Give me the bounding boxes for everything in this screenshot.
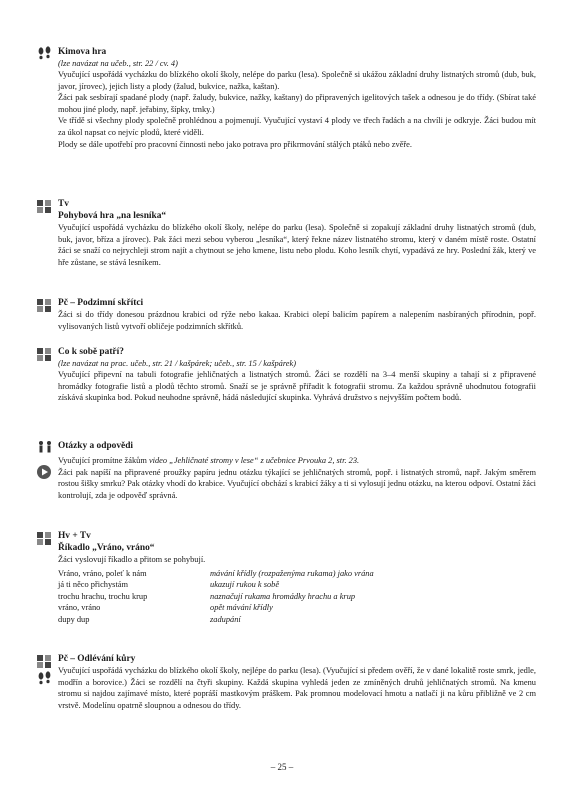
puzzle-icon — [36, 198, 54, 214]
rhyme-movement: opět mávání křídly — [210, 603, 273, 613]
paragraph: Vyučující uspořádá vycházku do blízkého okolí školy, nejlépe do parku (lesa). (Vyučující si předem ověří, že v dané lokalitě roste smrk, jedle, modřín a borovice.) Žáci se rozdělí na čtyři skupiny. Každá skupina vyhledá jeden ze zmíněných druhů jehličnatých stromů. Na kmenu stromu si najdou zajímavé místo, které popráší mastkovým práškem. Pak promnou modelovací hmotu a natlačí ji na kůru přibližně ve 2 cm vrstvě. Modelínu opatrně sloupnou a odnesou do třídy. — [58, 666, 536, 710]
paragraph: Plody se dále upotřebí pro pracovní činnosti nebo jako potrava pro přikrmování stálých ptáků nebo zvěře. — [58, 139, 412, 149]
section-title: Otázky a odpovědi — [58, 441, 134, 451]
group-people-icon — [36, 440, 54, 456]
puzzle-icon — [36, 297, 54, 313]
page-number: – 25 – — [270, 762, 294, 772]
rhyme-line: já ti něco přichystám — [58, 580, 129, 590]
rhyme-line: trochu hrachu, trochu krup — [58, 591, 148, 601]
rhyme-line: Vráno, vráno, poleť k nám — [58, 568, 147, 578]
paragraph: Žáci si do třídy donesou prázdnou krabici od rýže nebo kakaa. Krabici olepí balicím papírem a nalepením nasbíraných přírodnin, popř. vylisovaných listů vytvoří obličeje podzimních skřítků. — [58, 310, 536, 331]
section-reference: (lze navázat na prac. učeb., str. 21 / kašpárek; učeb., str. 15 / kašpárek) — [58, 359, 297, 368]
paragraph: Ve třídě si všechny plody společně prohlédnou a pojmenují. Vyučující vystaví 4 plody ve třech řadách a na chvíli je odkryje. Žáci budou mít za úkol napsat co nejvíc plodů, které viděli. — [58, 116, 536, 137]
video-line — [58, 455, 536, 467]
rhyme-line: dupy dup — [58, 614, 90, 624]
section-title: Hv + Tv — [58, 531, 91, 541]
section-title: Kimova hra — [58, 47, 107, 57]
puzzle-icon — [36, 653, 54, 669]
rhyme-movement: ukazují rukou k sobě — [210, 580, 280, 590]
video-icon — [36, 464, 54, 480]
section-title: Pč – Podzimní skřítci — [58, 298, 144, 308]
section-subtitle: Pohybová hra „na lesníka“ — [58, 211, 167, 221]
rhyme-table — [58, 568, 536, 626]
puzzle-icon — [36, 530, 54, 546]
paragraph: Vyučující připevní na tabuli fotografie jehličnatých a listnatých stromů. Žáci se rozdělí na 3–4 menší skupiny a tahají si z připravené hromádky fotografie listů a plodů těchto stromů. Snaží se je správně přiřadit k fotografii stromu. Za každou správně uhodnutou fotografii získává skupinka bod. Pokud neuhodne správně, hádá následující skupinka. Vyhrává družstvo s nejvyšším počtem bodů. — [58, 370, 536, 403]
video-line-text: Vyučující promítne žákům — [58, 456, 149, 465]
rhyme-intro: Žáci vyslovují říkadlo a přitom se pohybují. — [58, 555, 206, 564]
section-title: Tv — [58, 199, 69, 209]
footprints-icon — [36, 46, 54, 62]
rhyme-movement: naznačují rukama hromádky hrachu a krup — [210, 591, 356, 601]
section-subtitle: Říkadlo „Vráno, vráno“ — [58, 543, 155, 553]
section-title: Co k sobě patří? — [58, 347, 124, 357]
section-reference: (lze navázat na učeb., str. 22 / cv. 4) — [58, 59, 178, 68]
rhyme-line: vráno, vráno — [58, 603, 101, 613]
section-title: Pč – Odlévání kůry — [58, 654, 136, 664]
paragraph: Vyučující uspořádá vycházku do blízkého okolí školy, nelépe do parku (lesa). Společně si zopakují základní druhy listnatých stromů (dub, buk, javor, bříza a jírovec). Pak žáci mezi sebou vyberou „lesníka“, který řekne název listnatého stromu, který v daném místě roste. Ostatní žáci se snaží co nejrychleji strom najít a chytnout se jeho kmene, listu nebo plodu. Koho lesník chytí, vypadává ze hry. Poslední žák, který ve hře zůstane, se stává lesníkem. — [58, 223, 536, 267]
video-reference: video „Jehličnaté stromy v lese“ z učebnice Prvouka 2, str. 23. — [148, 456, 360, 465]
rhyme-movement: mávání křídly (rozpaženýma rukama) jako vrána — [210, 568, 374, 578]
rhyme-movement: zadupání — [210, 614, 241, 624]
puzzle-icon — [36, 346, 54, 362]
paragraph: Vyučující uspořádá vycházku do blízkého okolí školy, nelépe do parku (lesa). Společně si ukážou základní druhy listnatých stromů (dub, buk, javor, jírovec), jejich listy a plody (žalud, bukvice, nažka, kaštan). — [58, 70, 536, 91]
paragraph: Žáci pak napíší na připravené proužky papíru jednu otázku týkající se jehličnatých stromů, popř. i listnatých stromů, např. Jakým směrem rostou šišky smrku? Pak otázky vhodí do krabice. Vyučující obchází s krabicí žáky a ti si vylosují jednu otázku, na kterou odpoví. Ostatní žáci kontrolují, zda je odpověď správná. — [58, 467, 536, 500]
paragraph: Žáci pak sesbírají spadané plody (např. žaludy, bukvice, nažky, kaštany) do připravených igelitových tašek a odnesou je do třídy. (Sbírat také mohou jiné plody, např. jeřabiny, šípky, trnky.) — [58, 93, 536, 114]
footprints-icon — [36, 671, 54, 687]
